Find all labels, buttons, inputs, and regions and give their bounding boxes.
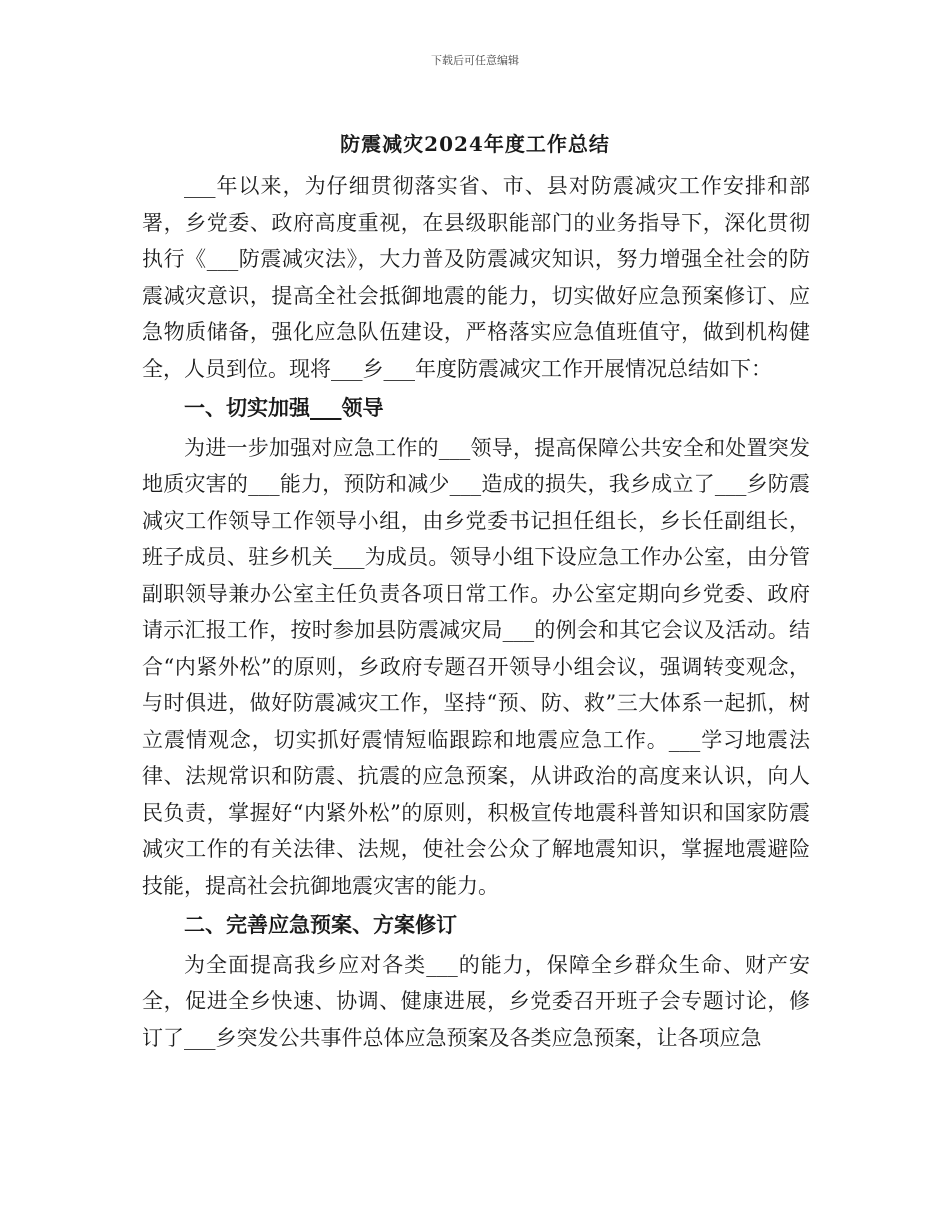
section-1-paragraph: 为进一步加强对应急工作的___领导，提高保障公共安全和处置突发地质灾害的___能力，预防和减少___造成的损失，我乡成立了___乡防震减灾工作领导工作领导小组，由乡党委书记担任组长，乡长任副组长，班子成员、驻乡机关___为成员。领导小组下设应急工作办公室，由分管副职领导兼办公室主任负责各项日常工作。办公室定期向乡党委、政府请示汇报工作，按时参加县防震减灾局___的例会和其它会议及活动。结合“内紧外松”的原则，乡政府专题召开领导小组会议，强调转变观念，与时俱进，做好防震减灾工作，坚持“预、防、救”三大体系一起抓，树立震情观念，切实抓好震情短临跟踪和地震应急工作。___学习地震法律、法规常识和防震、抗震的应急预案，从讲政治的高度来认识，向人民负责，掌握好“内紧外松”的原则，积极宣传地震科普知识和国家防震减灾工作的有关法律、法规，使社会公众了解地震知识，掌握地震避险技能，提高社会抗御地震灾害的能力。 (142, 435, 810, 898)
section-1-heading: 一、切实加强___领导 (184, 395, 384, 420)
section-2-paragraph: 为全面提高我乡应对各类___的能力，保障全乡群众生命、财产安全，促进全乡快速、协调、健康进展，乡党委召开班子会专题讨论，修订了___乡突发公共事件总体应急预案及各类应急预案，让各项应急 (142, 952, 810, 1050)
document-title: 防震减灾2024年度工作总结 (340, 132, 610, 156)
document-body (142, 168, 810, 1056)
section-2-heading: 二、完善应急预案、方案修订 (184, 912, 457, 937)
intro-paragraph: ___年以来，为仔细贯彻落实省、市、县对防震减灾工作安排和部署，乡党委、政府高度重视，在县级职能部门的业务指导下，深化贯彻执行《___防震减灾法》，大力普及防震减灾知识，努力增强全社会的防震减灾意识，提高全社会抵御地震的能力，切实做好应急预案修订、应急物质储备，强化应急队伍建设，严格落实应急值班值守，做到机构健全，人员到位。现将___乡___年度防震减灾工作开展情况总结如下： (142, 174, 810, 381)
header-note: 下载后可任意编辑 (431, 54, 519, 67)
